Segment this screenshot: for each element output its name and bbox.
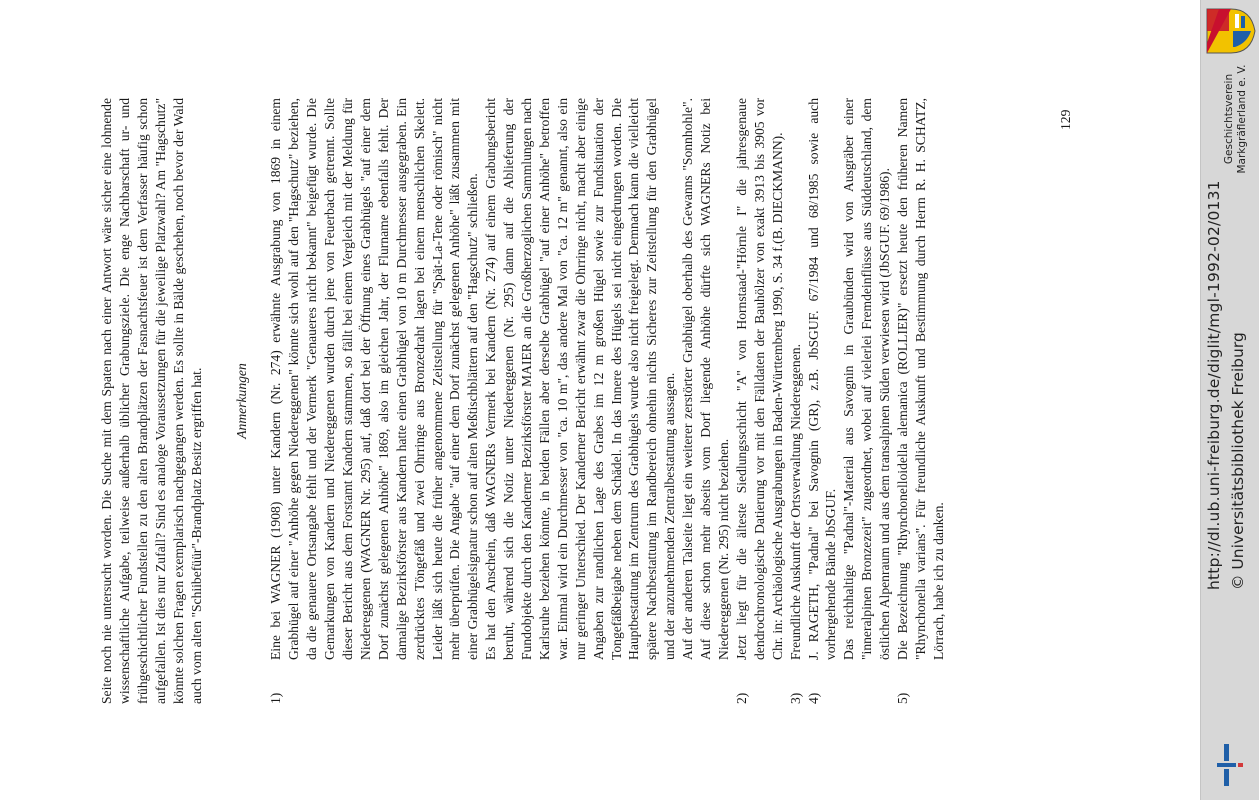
page-number: 129 <box>1058 109 1073 130</box>
footnote-text: Auf der anderen Talseite liegt ein weiterer zerstörter Grabhügel oberhalb des Gewanns "Sonnhohle". Auf diese schon mehr abseits vom Dorf liegende Anhöhe dürfte sich WAGNERs Notiz bei Niedereggenen (Nr. 295) nicht beziehen. <box>680 98 731 660</box>
footnote-number: 4) <box>805 692 821 704</box>
footnote-number: 3) <box>787 692 803 704</box>
sidebar-rotated-content <box>1201 0 1259 800</box>
footnote <box>787 98 805 704</box>
footnote <box>805 98 895 704</box>
notes-heading: Anmerkungen <box>234 363 250 439</box>
footnote-text: Das reichhaltige "Padnal"-Material aus Savognin in Graubünden wird von Ausgräber einer "inneralpinen Bronzezeit" zugeordnet, wobei auf vielerlei Fremdeinflüsse aus Süddeutschland, dem östlichen Alpenraum und aus dem transalpinen Süden verwiesen wird (JbSGUF. 69/1986). <box>841 98 893 660</box>
copyright-text: © Universitätsbibliothek Freiburg <box>1229 332 1247 590</box>
footnote-text: Die Bezeichnung "Rhynchonelloidella alemanica (ROLLIER)" ersetzt heute den früheren Namen "Rhynchonella varians". Für freundliche Auskunft und Bestimmung durch Herrn R. H. SCHATZ, Lörrach, habe ich zu danken. <box>895 98 946 660</box>
viewer-sidebar <box>1200 0 1259 800</box>
publisher-line-2: Markgräflerland e. V. <box>1236 64 1248 174</box>
library-logo-icon[interactable] <box>1211 742 1243 786</box>
footnote-text: Freundliche Auskunft der Ortsverwaltung Niedereggenen. <box>787 344 803 660</box>
footnote-text: Eine bei WAGNER (1908) unter Kandern (Nr. 274) erwähnte Ausgrabung von 1869 in einem Grabhügel auf einer "Anhöhe gegen Niedereggenen" könnte sich wohl auf den "Hagschutz" beziehen, da die genauere Ortsangabe fehlt und der Vermerk "Genaueres nicht bekannt" beigefügt wurde. Die Gemarkungen von Kandern und Niedereggenen wurden durch jene von Feuerbach getrennt. Sollte dieser Bericht aus dem Forstamt Kandern stammen, so fällt bei einem Vergleich mit der Meldung für Niedereggenen (WAGNER Nr. 295) auf, daß dort bei der Öffnung eines Grabhügels "auf einer dem Dorf zunächst gelegenen Anhöhe" 1869, also im gleichen Jahr, der Flurname ebenfalls fehlt. Der damalige Bezirksförster aus Kandern hatte einen Grabhügel von 10 m Durchmesser ausgegraben. Ein zerdrücktes Töngefäß und zwei Ohrringe aus Bronzedraht lagen bei einem menschlichen Skelett. Leider läßt sich heute die früher angenommene Zeitstellung für "Spät-La-Tene oder römisch" nicht mehr überprüfen. Die Angabe "auf einer dem Dorf zunächst gelegenen Anhöhe" läßt zusammen mit einer Grabhügelsignatur schon auf alten Meßtischblättern auf den "Hagschutz" schließen. <box>268 98 481 660</box>
notes-list <box>267 98 947 704</box>
text-column <box>98 98 948 704</box>
footnote-number: 2) <box>733 692 749 704</box>
footnote-text: J. RAGETH, "Padnal" bei Savognin (GR), z.B. JbSGUF. 67/1984 und 68/1985 sowie auch vorhergehende Bände JbSGUF. <box>805 98 839 660</box>
publisher-line-1: Geschichtsverein <box>1223 73 1235 165</box>
footnote <box>267 98 733 704</box>
publisher-crest-icon <box>1205 7 1257 55</box>
footnote-text: Es hat den Anschein, daß WAGNERs Vermerk bei Kandern (Nr. 274) auf einem Grabungsbericht beruht, während sich die Notiz unter Niedereggenen (Nr. 295) dann auf die Ablieferung der Fundobjekte durch den Kanderner Bezirksförster MAIER an die Großherzoglichen Sammlungen nach Karlsruhe beziehen könnte, in beiden Fällen aber derselbe Grabhügel "auf einer Anhöhe" betroffen war. Einmal wird ein Durchmesser von "ca. 10 m", das andere Mal von "ca. 12 m" genannt, also ein nur geringer Unterschied. Der Kanderner Bericht erwähnt zwar die Ohrringe nicht, macht aber einige Angaben zur randlichen Lage des Grabes im 12 m großen Hügel sowie zur Fundsituation der Tongefäßbeigabe neben dem Schädel. In das Innere des Hügels sei nicht eingedrungen worden. Die Hauptbestattung im Zentrum des Grabhügels wurde also nicht freigelegt. Demnach kann die vielleicht spätere Nachbestattung im Randbereich ohnehin nichts Sicheres zur Zeitstellung für den Grabhügel und der anzunehmenden Zentralbestattung aussagen. <box>483 98 678 660</box>
publisher-name <box>1223 60 1249 178</box>
footnote-text: Jetzt liegt für die älteste Siedlungsschicht "A" von Hornstaad-"Hörnle I" die jahresgenaue dendrochronologische Datierung vor mit den Fälldaten der Bauhölzer von exakt 3913 bis 3905 vor Chr. in: Archäologische Ausgrabungen in Baden-Württemberg 1990, S. 34 f.(B. DIECKMANN). <box>733 98 785 660</box>
footnote <box>894 98 948 704</box>
main-paragraph: Seite noch nie untersucht worden. Die Suche mit dem Spaten nach einer Antwort wäre sicher eine lohnende wissenschaftliche Aufgabe, teilweise außerhalb üblicher Grabungsziele. Die enge Nachbarschaft ur- und frühgeschichtlicher Fundstellen zu den alten Brandplätzen der Fasnachtsfeuer ist dem Verfasser häufig schon aufgefallen. Ist dies nur Zufall? Sind es analoge Voraussetzungen für die jeweilige Platzwahl? Am "Hagschutz" könnte solchen Fragen exemplarisch nachgegangen werden. Es sollte in Bälde geschehen, noch bevor der Wald auch vom alten "Schiibefüür"-Brandplatz Besitz ergriffen hat. <box>99 98 204 704</box>
footnote-number: 5) <box>895 692 911 704</box>
document-url-link[interactable]: http://dl.ub.uni-freiburg.de/diglit/mgl-1992-02/0131 <box>1205 180 1223 590</box>
footnote <box>733 98 787 704</box>
footnote-number: 1) <box>268 692 284 704</box>
